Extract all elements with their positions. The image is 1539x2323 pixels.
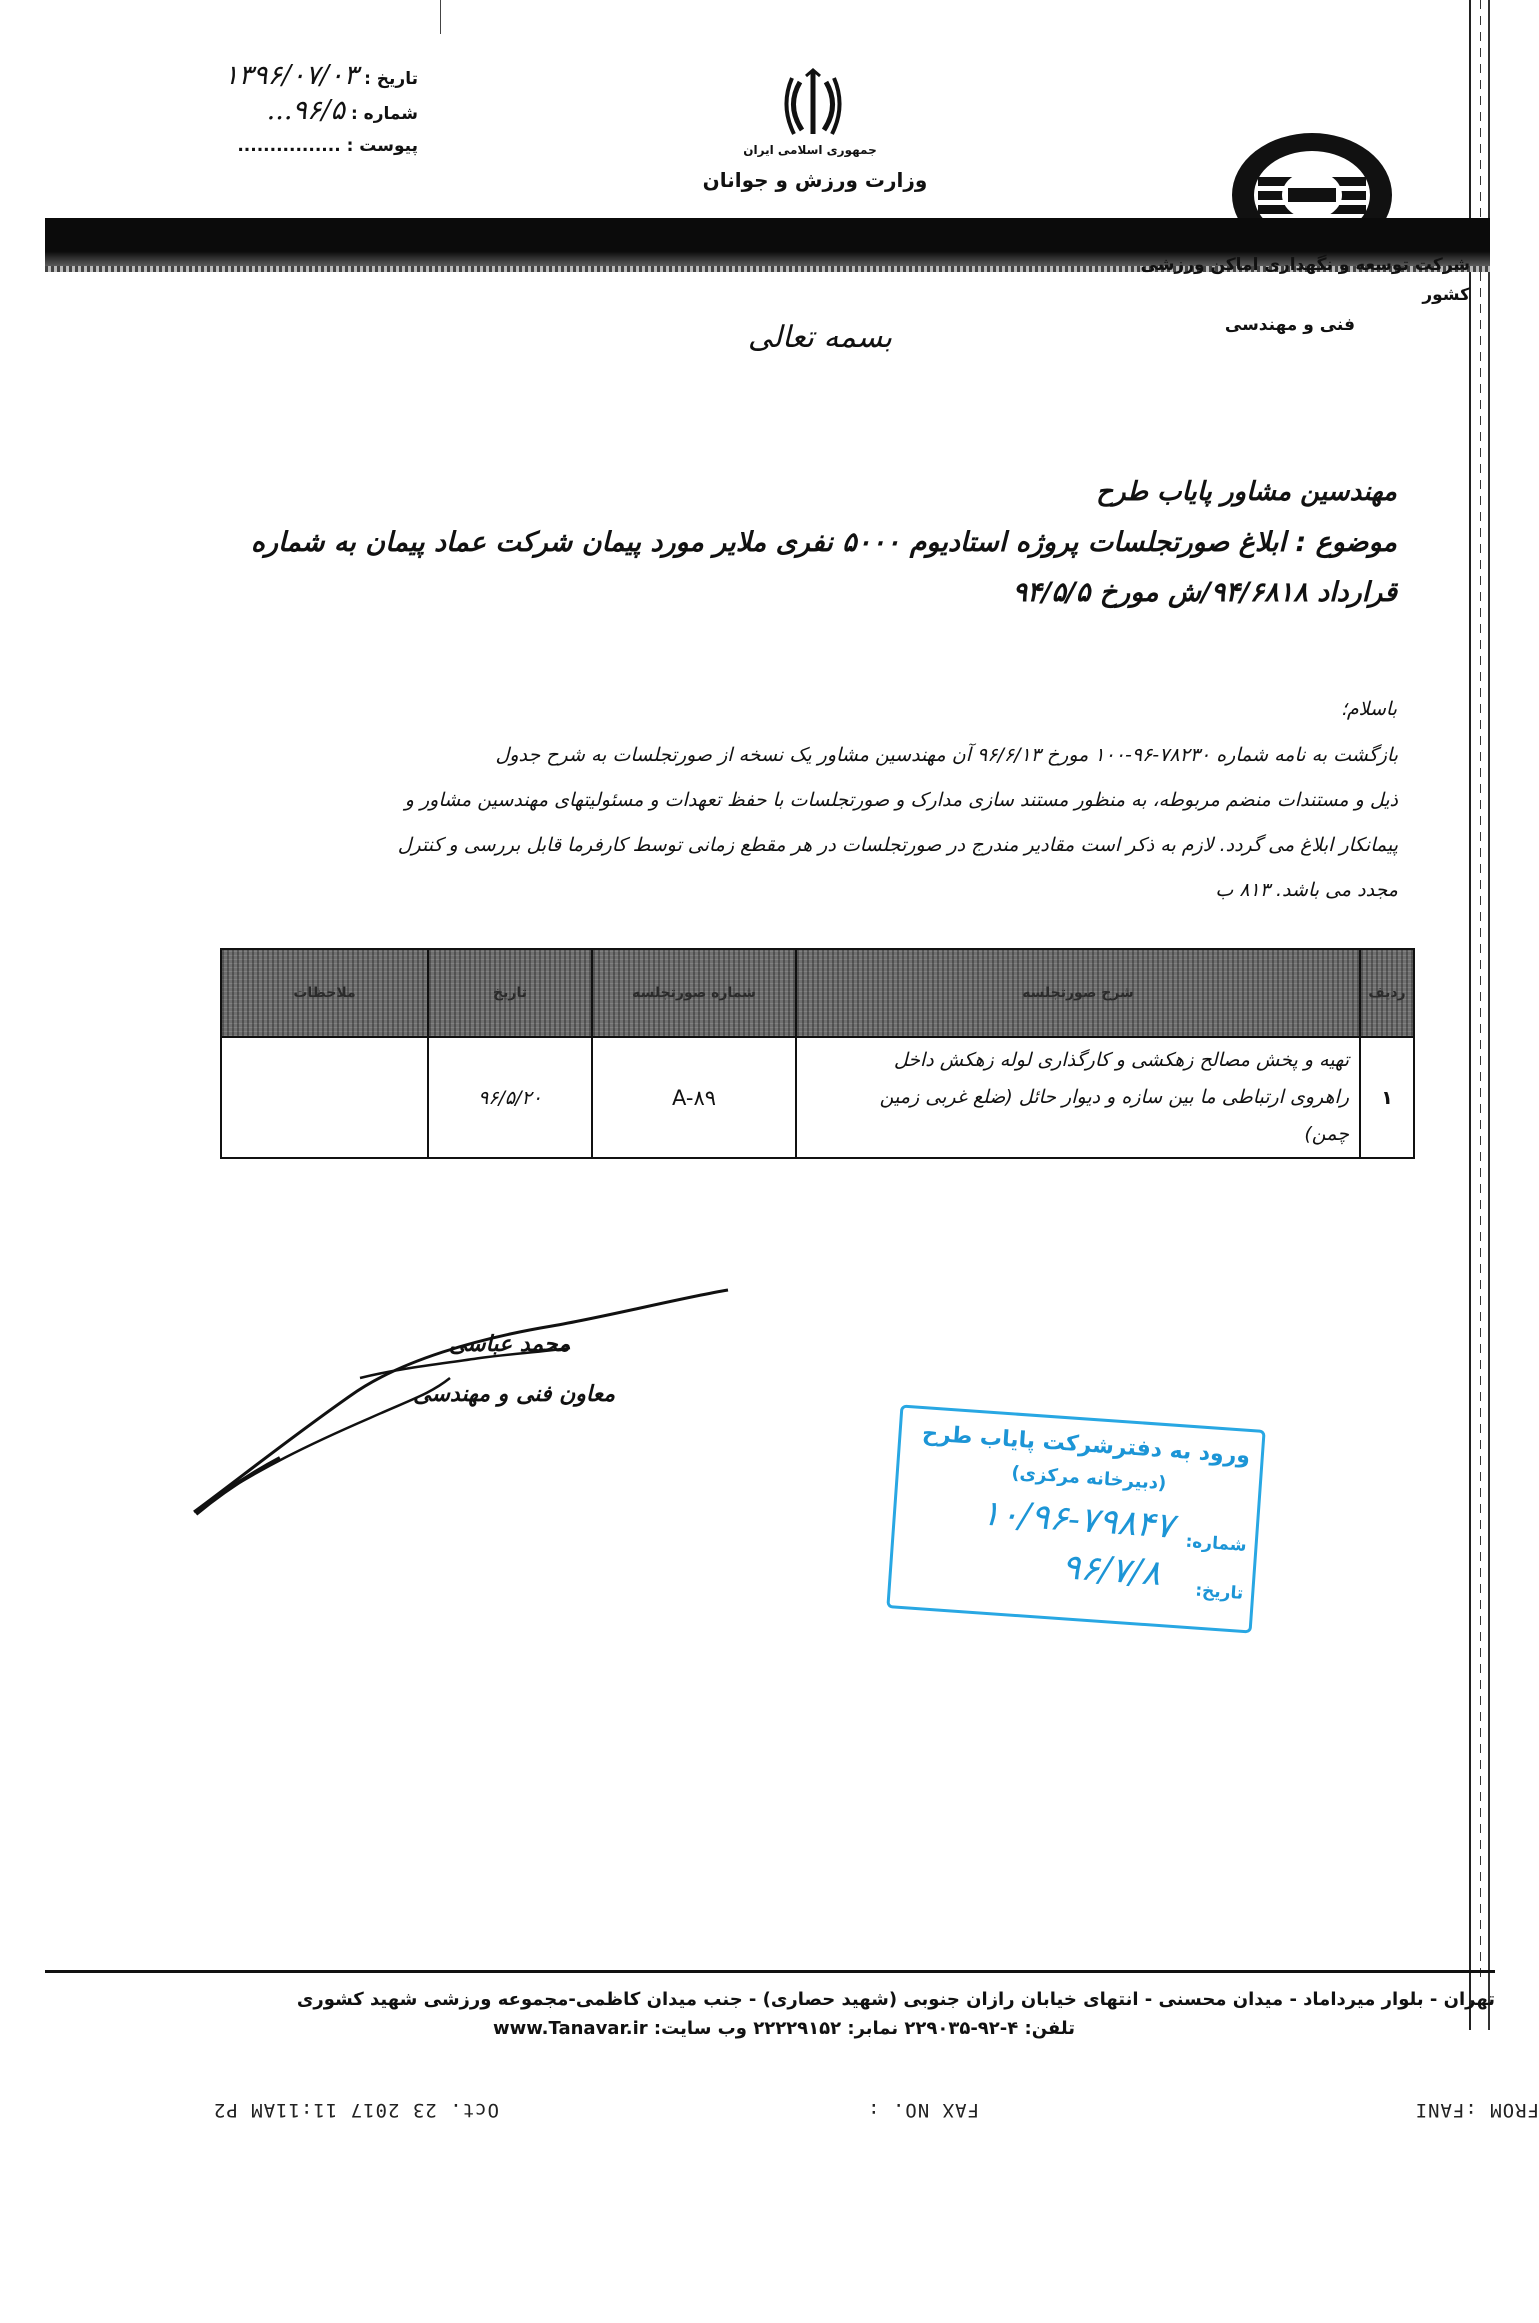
stamp-number-value: ۱۰/۹۶-۷۹۸۴۷ bbox=[979, 1493, 1176, 1547]
cell-description bbox=[796, 1037, 1360, 1158]
emblem-icon bbox=[778, 68, 848, 140]
description-line-2: راهروی ارتباطی ما بین سازه و دیوار حائل (ضلع غربی زمین bbox=[879, 1086, 1349, 1108]
body-line-2: ذیل و مستندات منضم مربوطه، به منظور مستند سازی مدارک و صورتجلسات با حفظ تعهدات و مسئولیتهای مهندسین مشاور و bbox=[404, 789, 1398, 811]
subject-line-1: موضوع : ابلاغ صورتجلسات پروژه استادیوم ۵۰۰۰ نفری ملایر مورد پیمان شرکت عماد پیمان به شماره bbox=[250, 527, 1397, 558]
letter-meta-block bbox=[78, 60, 418, 162]
number-row: شماره : ۹۶/۵... bbox=[266, 95, 418, 126]
ministry-name: وزارت ورزش و جوانان bbox=[702, 168, 928, 192]
stamp-number-label: شماره: bbox=[1184, 1531, 1248, 1556]
receipt-stamp bbox=[886, 1404, 1265, 1633]
subject-line-2: قرارداد ۹۴/۶۸۱۸/ش مورخ ۹۴/۵/۵ bbox=[1012, 577, 1397, 608]
signer-title: معاون فنی و مهندسی bbox=[413, 1382, 615, 1407]
recipient: مهندسین مشاور پایاب طرح bbox=[1096, 477, 1397, 507]
org-block bbox=[1090, 250, 1470, 340]
col-header-number: شماره صورتجلسه bbox=[592, 949, 796, 1037]
cell-number: A-۸۹ bbox=[592, 1037, 796, 1158]
col-header-description: شرح صورتجلسه bbox=[796, 949, 1360, 1037]
fax-number: FAX NO. : bbox=[867, 2099, 979, 2121]
footer bbox=[250, 1985, 1495, 2043]
col-header-row-no: ردیف bbox=[1360, 949, 1414, 1037]
cell-notes bbox=[221, 1037, 428, 1158]
attachment-label: پیوست bbox=[359, 136, 418, 156]
cell-row-no: ۱ bbox=[1360, 1037, 1414, 1158]
body-line-4: مجدد می باشد. ۸۱۳ ب bbox=[1215, 879, 1398, 901]
minutes-table bbox=[220, 948, 1415, 1159]
subject bbox=[225, 518, 1397, 618]
col-header-notes: ملاحظات bbox=[221, 949, 428, 1037]
body-line-3: پیمانکار ابلاغ می گردد. لازم به ذکر است مقادیر مندرج در صورتجلسات در هر مقطع زمانی توسط کارفرما قابل بررسی و کنترل bbox=[397, 834, 1398, 856]
footer-rule bbox=[45, 1970, 1495, 1973]
table-row bbox=[221, 1037, 1414, 1158]
basmala: بسمه تعالی bbox=[747, 320, 893, 355]
stamp-title: ورود به دفترشرکت پایاب طرح bbox=[921, 1421, 1252, 1469]
scan-edge-line bbox=[1480, 0, 1481, 1980]
fax-from: FROM :FANI bbox=[1414, 2099, 1539, 2121]
letter-body bbox=[218, 733, 1398, 913]
footer-address: تهران - بلوار میرداماد - میدان محسنی - انتهای خیابان رازان جنوبی (شهید حصاری) - جنب میدان کاظمی-مجموعه ورزشی شهید کشوری bbox=[296, 1989, 1495, 2010]
stamp-date-value: ۹۶/۷/۸ bbox=[1060, 1547, 1162, 1594]
scan-top-mark bbox=[440, 0, 441, 34]
date-value: ۱۳۹۶/۰۷/۰۳ bbox=[223, 60, 359, 91]
org-department: فنی و مهندسی bbox=[1224, 315, 1355, 335]
table-header-row bbox=[221, 949, 1414, 1037]
cell-date: ۹۶/۵/۲۰ bbox=[428, 1037, 592, 1158]
fax-header-line bbox=[140, 2093, 1539, 2121]
stamp-subtitle: (دبیرخانه مرکزی) bbox=[1010, 1462, 1167, 1495]
republic-label: جمهوری اسلامی ایران bbox=[743, 143, 877, 157]
body-line-1: بازگشت به نامه شماره ۷۸۲۳۰-۹۶-۱۰۰ مورخ ۹۶/۶/۱۳ آن مهندسین مشاور یک نسخه از صورتجلسات به شرح جدول bbox=[495, 744, 1398, 766]
date-label: تاریخ bbox=[376, 69, 418, 89]
iran-emblem bbox=[778, 68, 848, 140]
number-value: ۹۶/۵... bbox=[266, 95, 346, 126]
date-row: تاریخ : ۱۳۹۶/۰۷/۰۳ bbox=[223, 60, 418, 91]
col-header-date: تاریخ bbox=[428, 949, 592, 1037]
greeting: باسلام؛ bbox=[1340, 698, 1397, 720]
fax-datetime: Oct. 23 2017 11:11AM P2 bbox=[212, 2099, 499, 2121]
attachment-row: پیوست : ................ bbox=[237, 136, 418, 156]
scan-edge-line bbox=[1488, 0, 1490, 2030]
stamp-date-label: تاریخ: bbox=[1194, 1580, 1244, 1604]
description-line-1: تهیه و پخش مصالح زهکشی و کارگذاری لوله زهکش داخل bbox=[893, 1049, 1349, 1071]
description-line-3: چمن) bbox=[1304, 1123, 1349, 1145]
org-name: شرکت توسعه و نگهداری اماکن ورزشی کشور bbox=[1140, 255, 1470, 305]
footer-contact: تلفن: ۴-۹۲-۲۲۹۰۳۵ نمابر: ۲۲۲۲۹۱۵۲ وب سایت: www.Tanavar.ir bbox=[492, 2018, 1075, 2039]
number-label: شماره bbox=[363, 104, 418, 124]
signer-name: محمد عباسی bbox=[448, 1332, 570, 1357]
